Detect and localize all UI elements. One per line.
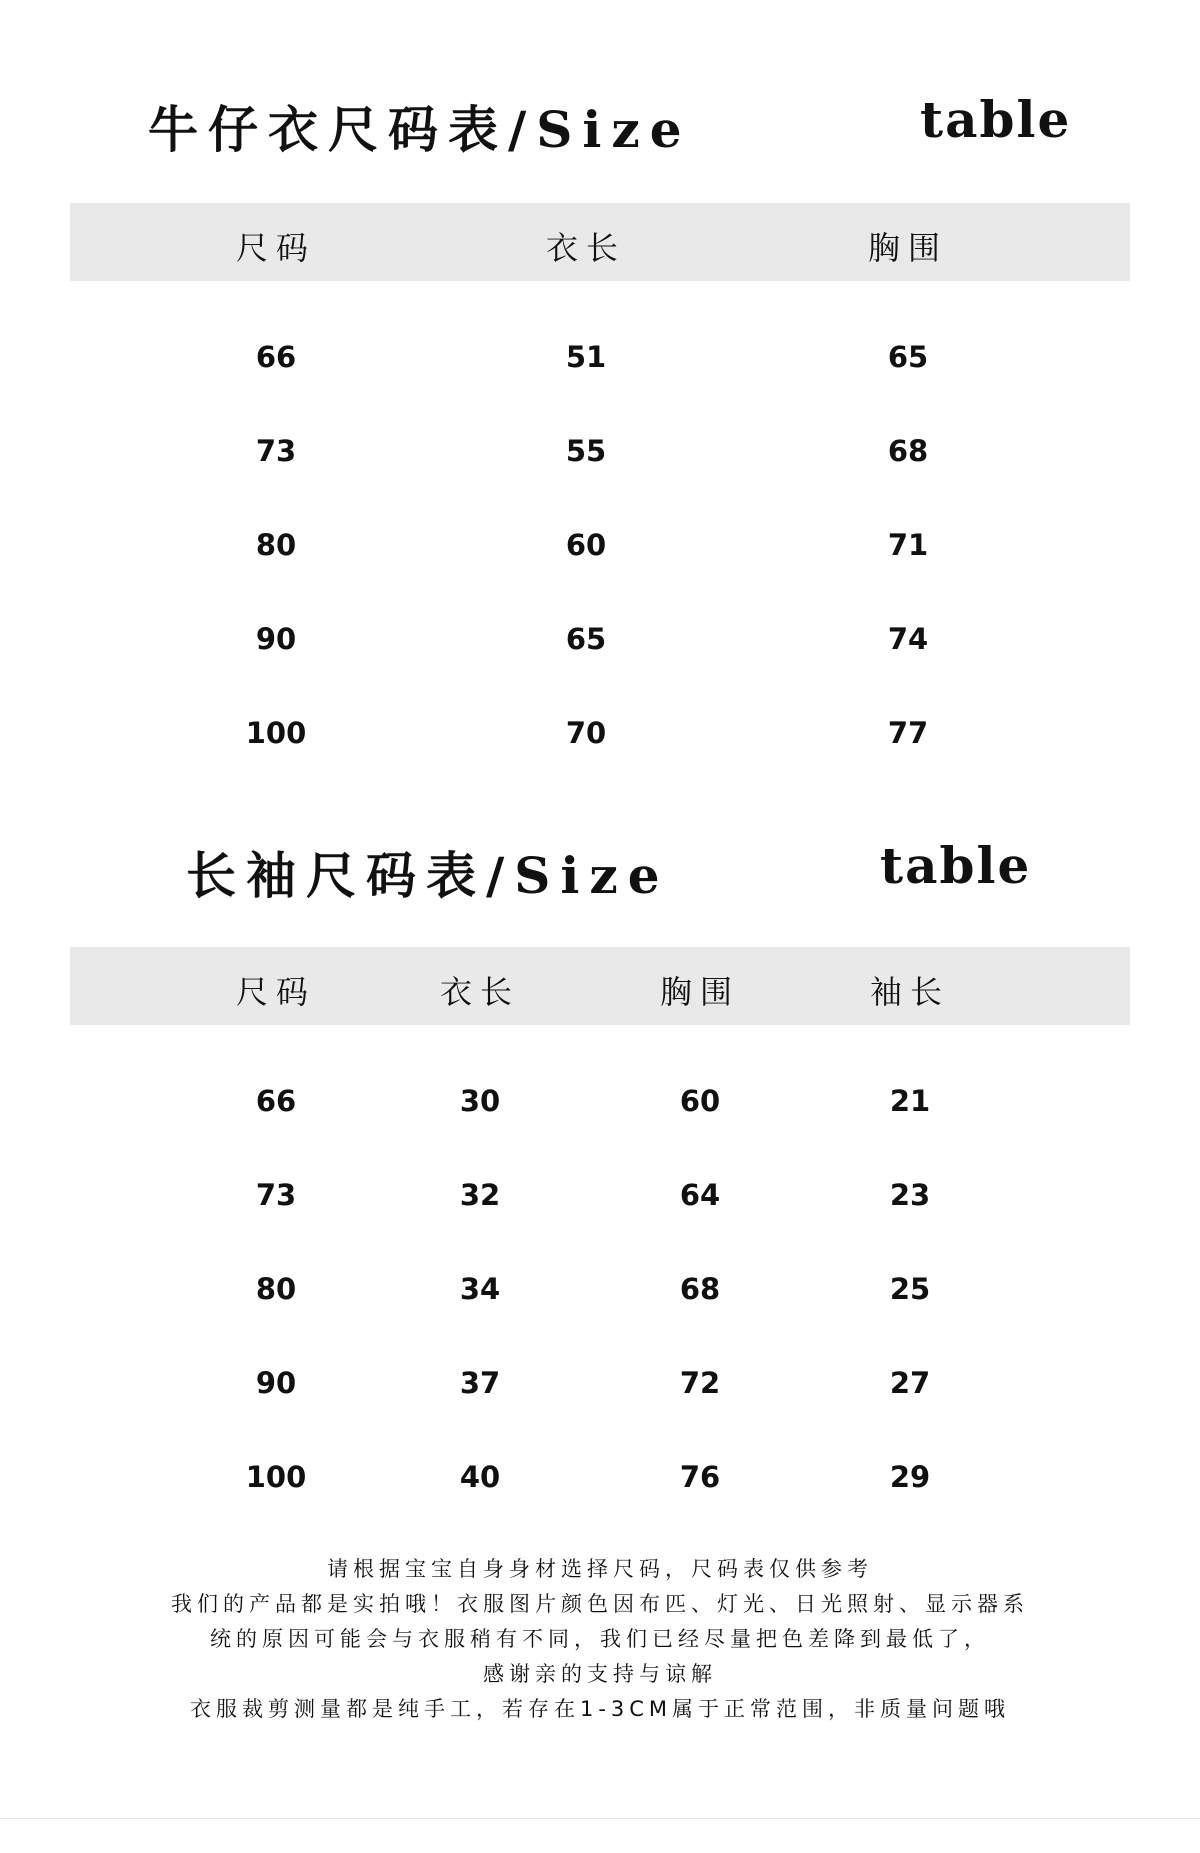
table1-title-main: 牛仔衣尺码表/Size bbox=[148, 100, 692, 159]
table1-cell-chest: 74 bbox=[887, 622, 929, 656]
table1-header-length: 衣长 bbox=[545, 229, 626, 267]
table-row bbox=[0, 520, 1200, 580]
note-line: 请根据宝宝自身身材选择尺码，尺码表仅供参考 bbox=[327, 1557, 873, 1581]
table2-cell-sleeve: 29 bbox=[889, 1460, 931, 1494]
table1-cell-length: 70 bbox=[565, 716, 607, 750]
table-row bbox=[0, 1358, 1200, 1418]
table1-cell-size: 66 bbox=[255, 340, 297, 374]
table-row bbox=[0, 1264, 1200, 1324]
table2-cell-size: 90 bbox=[255, 1366, 297, 1400]
table2-cell-chest: 64 bbox=[679, 1178, 721, 1212]
table1-cell-size: 100 bbox=[245, 716, 307, 750]
table2-cell-length: 32 bbox=[459, 1178, 501, 1212]
table1-header bbox=[70, 203, 1130, 281]
table2-cell-length: 34 bbox=[459, 1272, 501, 1306]
table-row bbox=[0, 1452, 1200, 1512]
table-row bbox=[0, 708, 1200, 768]
table2-cell-sleeve: 25 bbox=[889, 1272, 931, 1306]
table2-cell-size: 66 bbox=[255, 1084, 297, 1118]
table2-header-chest: 胸围 bbox=[659, 973, 740, 1011]
table2-cell-chest: 60 bbox=[679, 1084, 721, 1118]
table1-header-chest: 胸围 bbox=[867, 229, 948, 267]
table1-cell-chest: 65 bbox=[887, 340, 929, 374]
table1-cell-chest: 77 bbox=[887, 716, 929, 750]
table2-cell-sleeve: 21 bbox=[889, 1084, 931, 1118]
table2-title-main: 长袖尺码表/Size bbox=[186, 846, 670, 905]
table2-header-size: 尺码 bbox=[235, 973, 316, 1011]
table1-cell-length: 60 bbox=[565, 528, 607, 562]
table-row bbox=[0, 1076, 1200, 1136]
table1-cell-size: 80 bbox=[255, 528, 297, 562]
table2-cell-sleeve: 23 bbox=[889, 1178, 931, 1212]
note-line: 衣服裁剪测量都是纯手工，若存在1-3CM属于正常范围，非质量问题哦 bbox=[189, 1697, 1011, 1721]
table2-cell-size: 100 bbox=[245, 1460, 307, 1494]
table2-cell-sleeve: 27 bbox=[889, 1366, 931, 1400]
table2-title bbox=[0, 828, 1200, 908]
footer-divider bbox=[0, 1818, 1200, 1819]
table1-cell-size: 90 bbox=[255, 622, 297, 656]
note-line: 感谢亲的支持与谅解 bbox=[483, 1662, 717, 1686]
table2-cell-size: 80 bbox=[255, 1272, 297, 1306]
table2-title-tail: table bbox=[880, 836, 1032, 895]
table1-cell-size: 73 bbox=[255, 434, 297, 468]
table2-cell-chest: 72 bbox=[679, 1366, 721, 1400]
table1-header-size: 尺码 bbox=[235, 229, 316, 267]
table1-cell-chest: 68 bbox=[887, 434, 929, 468]
table1-cell-length: 51 bbox=[565, 340, 607, 374]
table2-header-length: 衣长 bbox=[439, 973, 520, 1011]
table2-cell-length: 30 bbox=[459, 1084, 501, 1118]
table2-cell-length: 40 bbox=[459, 1460, 501, 1494]
table2-header bbox=[70, 947, 1130, 1025]
notes bbox=[0, 1552, 1200, 1727]
table2-cell-length: 37 bbox=[459, 1366, 501, 1400]
table2-header-sleeve: 袖长 bbox=[869, 973, 950, 1011]
table1-title-tail: table bbox=[920, 90, 1072, 149]
table-row bbox=[0, 614, 1200, 674]
table-row bbox=[0, 1170, 1200, 1230]
table1-cell-chest: 71 bbox=[887, 528, 929, 562]
table2-cell-chest: 68 bbox=[679, 1272, 721, 1306]
table1-cell-length: 65 bbox=[565, 622, 607, 656]
note-line: 我们的产品都是实拍哦！衣服图片颜色因布匹、灯光、日光照射、显示器系 bbox=[171, 1592, 1029, 1616]
table-row bbox=[0, 332, 1200, 392]
table-row bbox=[0, 426, 1200, 486]
note-line: 统的原因可能会与衣服稍有不同，我们已经尽量把色差降到最低了， bbox=[210, 1627, 990, 1651]
table1-cell-length: 55 bbox=[565, 434, 607, 468]
table1-title bbox=[0, 82, 1200, 162]
table2-cell-chest: 76 bbox=[679, 1460, 721, 1494]
table2-cell-size: 73 bbox=[255, 1178, 297, 1212]
